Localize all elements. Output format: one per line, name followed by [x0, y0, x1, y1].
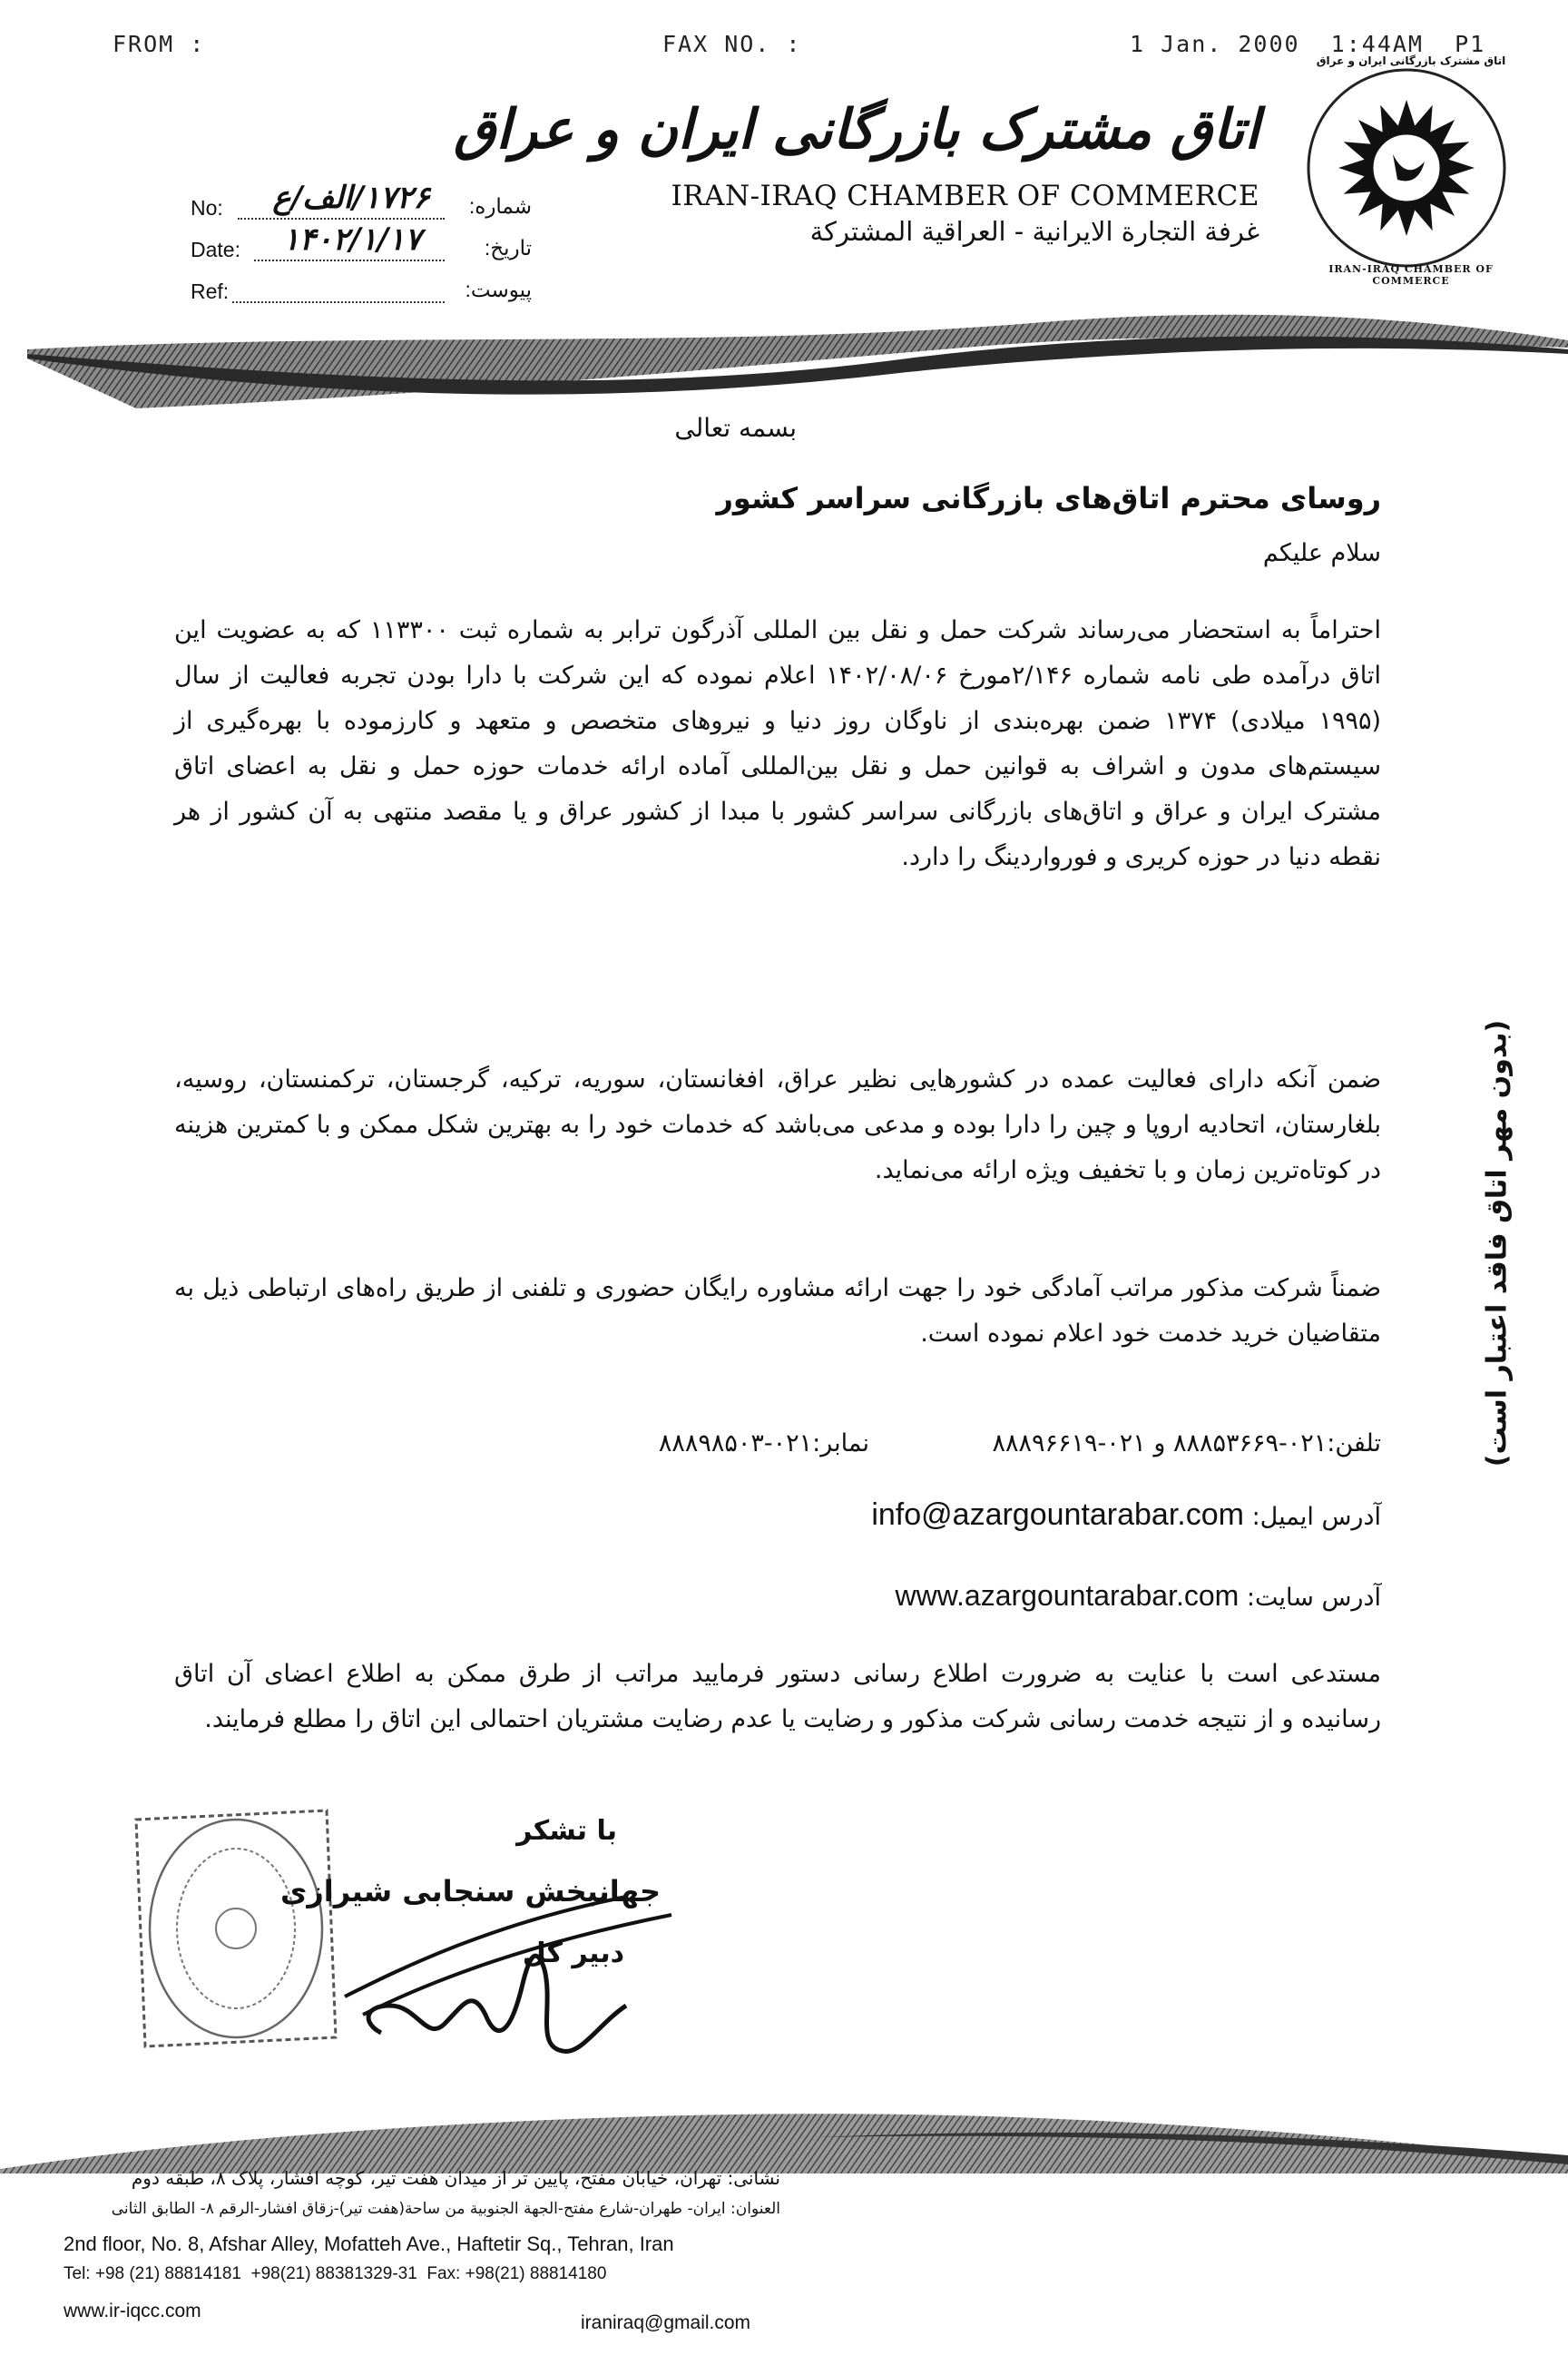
letterhead-english-name: IRAN-IRAQ CHAMBER OF COMMERCE	[671, 180, 1259, 212]
website-value[interactable]: www.azargountarabar.com	[895, 1579, 1240, 1612]
addressee: روسای محترم اتاق‌های بازرگانی سراسر کشور	[716, 481, 1381, 515]
ref-underline	[232, 281, 445, 303]
phone-row	[992, 1429, 1381, 1457]
date-label: Date:	[191, 238, 240, 261]
letter-paragraph-2: ضمن آنکه دارای فعالیت عمده در کشورهایی نظیر عراق، افغانستان، سوریه، ترکیه، گرجستان، ترکمنستان، روسیه، بلغارستان، اتحادیه اروپا و چین را دارا بوده و مدعی می‌باشد که خدمات خود را به بهترین شکل ممکن و با کمترین هزینه در کوتاه‌ترین زمان و با تخفیف ویژه ارائه می‌نماید.	[174, 1065, 1381, 1184]
handwritten-signature	[327, 1888, 690, 2069]
fax-number-value: ۰۲۱-۸۸۸۹۸۵۰۳	[658, 1429, 813, 1457]
letter-paragraph-3: ضمناً شرکت مذکور مراتب آمادگی خود را جهت ارائه مشاوره رایگان حضوری و تلفنی از طریق راه‌های ارتباطی ذیل به متقاضیان خرید خدمت خود اعلام نموده است.	[174, 1274, 1381, 1348]
footer-email[interactable]: iraniraq@gmail.com	[581, 2312, 751, 2333]
fax-number-label-fa: نمابر:	[812, 1429, 869, 1457]
footer-wave-decoration	[0, 2092, 1568, 2173]
chamber-logo	[1302, 64, 1511, 272]
letterhead-persian-name: اتاق مشترک بازرگانی ایران و عراق	[453, 98, 1259, 162]
footer-address-persian: نشانی: تهران، خیابان مفتح، پایین تر از میدان هفت تیر، کوچه افشار، پلاک ۸، طبقه دوم	[131, 2167, 780, 2189]
footer-contact: Tel: +98 (21) 88814181 +98(21) 88381329-31 Fax: +98(21) 88814180	[64, 2264, 607, 2283]
greeting: سلام علیکم	[1262, 539, 1381, 567]
fax-number-label: FAX NO. :	[662, 31, 802, 57]
letterhead-arabic-name: غرفة التجارة الایرانیة - العراقیة المشترکة	[809, 216, 1259, 247]
no-label: No:	[191, 196, 223, 220]
logo-english-text: IRAN-IRAQ CHAMBER OF COMMERCE	[1328, 263, 1494, 287]
email-row	[871, 1497, 1381, 1533]
signature-thanks: با تشکر	[516, 1815, 617, 1847]
fax-from-label: FROM :	[113, 31, 206, 57]
logo-persian-text: اتاق مشترک بازرگانی ایران و عراق	[1316, 54, 1506, 67]
official-stamp	[109, 1792, 354, 2065]
reference-number: ۱۷۲۶/الف/ع	[272, 180, 430, 216]
fax-row	[659, 1429, 869, 1457]
phone-label: تلفن:	[1327, 1429, 1381, 1457]
side-note-box	[1461, 989, 1534, 1497]
email-value[interactable]: info@azargountarabar.com	[871, 1497, 1244, 1532]
closing-paragraph: مستدعی است با عنایت به ضرورت اطلاع رسانی دستور فرمایید مراتب از طرق ممکن به اطلاع اعضای آن اتاق رسانیده و از نتیجه خدمت رسانی شرکت مذکور و رضایت یا عدم رضایت مشتریان احتمالی این اتاق را مطلع فرمایند.	[174, 1660, 1381, 1733]
bismillah: بسمه تعالی	[674, 413, 797, 443]
side-note-validity: (بدون مهر اتاق فاقد اعتبار است)	[1481, 1019, 1514, 1467]
signature-title: دبیر کل	[522, 1938, 624, 1969]
ref-label: Ref:	[191, 280, 230, 303]
footer-address-english: 2nd floor, No. 8, Afshar Alley, Mofatteh Ave., Haftetir Sq., Tehran, Iran	[64, 2232, 674, 2255]
footer-website[interactable]: www.ir-iqcc.com	[64, 2301, 201, 2321]
email-label: آدرس ایمیل:	[1251, 1503, 1381, 1531]
letter-paragraph-1: احتراماً به استحضار می‌رساند شرکت حمل و نقل بین المللی آذرگون ترابر به شماره ثبت ۱۱۳۳۰۰ که به عضویت این اتاق درآمده طی نامه شماره ۲/۱۴۶مورخ ۱۴۰۲/۰۸/۰۶ اعلام نموده که این شرکت با دارا بودن تجربه فعالیت از سال (۱۹۹۵ میلادی) ۱۳۷۴ ضمن بهره‌بندی از ناوگان روز دنیا و نیروهای متخصص و متعهد و کارزموده با بهره‌گیری از سیستم‌های مدون و اشراف به قوانین حمل و نقل بین‌المللی آماده ارائه خدمات حوزه حمل و نقل به اعضای اتاق مشترک ایران و عراق و اتاق‌های بازرگانی سراسر کشور با مبدا از کشور عراق و یا مقصد منتهی به آن کشور از هر نقطه دنیا در حوزه کریری و فورواردینگ را دارد.	[174, 616, 1381, 871]
fax-datetime: 1 Jan. 2000 1:44AM P1	[1130, 31, 1486, 57]
website-row	[895, 1579, 1381, 1613]
reference-date: ۱۴۰۲/۱/۱۷	[282, 221, 422, 258]
signature-name: جهانبخش سنجابی شیرازی	[279, 1874, 661, 1909]
footer-address-arabic: العنوان: ایران- طهران-شارع مفتح-الجهة الجنوبیة من ساحة(هفت تیر)-زقاق افشار-الرقم ۸- الطابق الثانی	[111, 2200, 780, 2218]
date-label-persian: تاریخ:	[484, 236, 532, 260]
ref-label-persian: پیوست:	[465, 278, 532, 301]
header-wave-decoration	[0, 304, 1568, 413]
website-label: آدرس سایت:	[1246, 1584, 1381, 1612]
no-label-persian: شماره:	[468, 194, 532, 218]
phone-value: ۰۲۱-۸۸۸۵۳۶۶۹ و ۰۲۱-۸۸۸۹۶۶۱۹	[992, 1429, 1328, 1457]
